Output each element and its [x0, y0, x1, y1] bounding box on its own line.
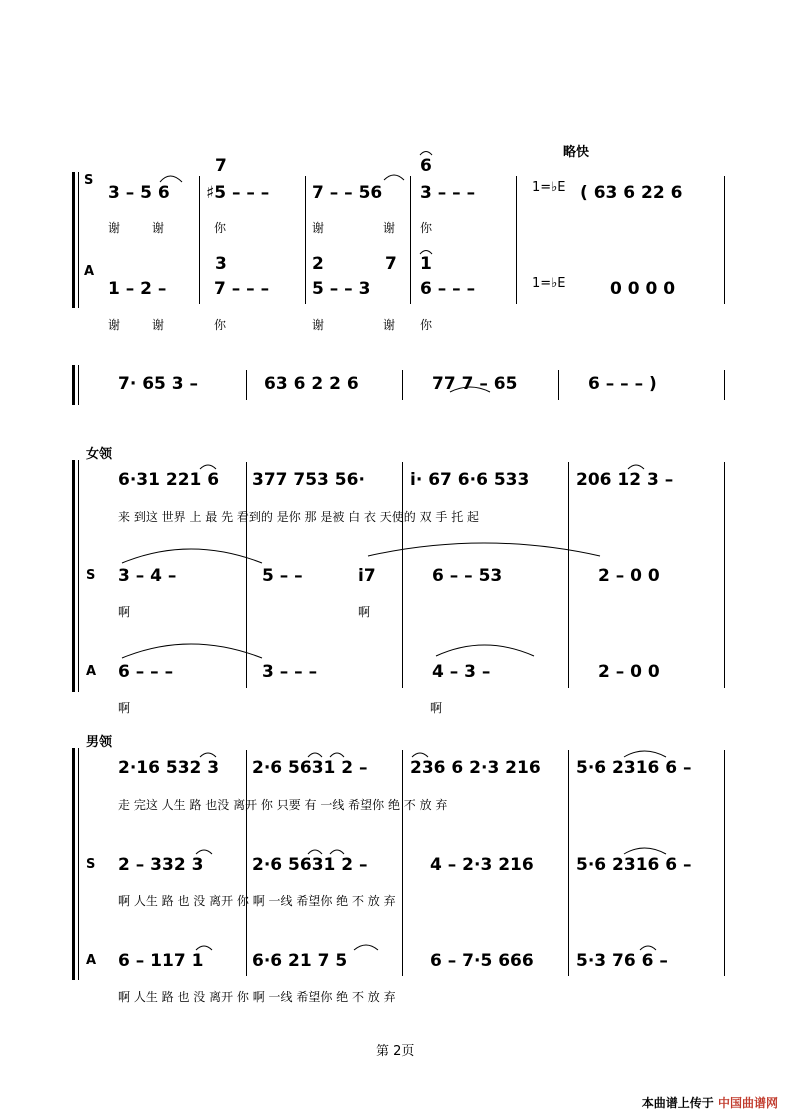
slur	[368, 543, 600, 556]
slur	[628, 465, 644, 469]
chord-note: 7	[215, 156, 227, 176]
slur	[450, 387, 490, 392]
site-logo[interactable]: 中国曲谱网	[717, 1096, 778, 1110]
lead-measure: 377 753 56·	[252, 470, 365, 490]
lead-measure: 2·6 5631 2 –	[252, 758, 368, 778]
lyric: 你	[214, 318, 227, 332]
s-measure: 3 – 5 6	[108, 183, 170, 203]
lyric: 谢	[312, 318, 325, 332]
slur	[122, 644, 262, 658]
chord-note: 3	[215, 254, 227, 274]
measure: 6 – – – )	[588, 374, 657, 394]
lyric: 啊	[118, 701, 131, 715]
voice-label-a: A	[84, 264, 95, 279]
slur	[196, 850, 212, 854]
measure: 63 6 2 2 6	[264, 374, 359, 394]
s-lyrics: 啊 人生 路 也 没 离开 你 啊 一线 希望你 绝 不 放 弃	[118, 894, 396, 908]
chord-note: 2	[312, 254, 324, 274]
a-measure: 4 – 3 –	[432, 662, 491, 682]
measure: 7· 65 3 –	[118, 374, 199, 394]
voice-label-s: S	[86, 568, 96, 583]
measure: 77 7 – 65	[432, 374, 518, 394]
slur	[122, 549, 262, 563]
slur	[384, 175, 404, 180]
s-measure: 5·6 2316 6 –	[576, 855, 692, 875]
slur	[412, 753, 428, 757]
slur	[200, 465, 216, 469]
a-measure: 6 – – –	[420, 279, 476, 299]
lyric: 谢	[152, 318, 165, 332]
a-measure: 2 – 0 0	[598, 662, 660, 682]
lead-measure: 2·16 532 3	[118, 758, 220, 778]
slur	[436, 645, 534, 656]
voice-label-s: S	[86, 857, 96, 872]
voice-label-a: A	[86, 953, 97, 968]
s-measure: i7	[358, 566, 376, 586]
lyric: 谢	[383, 221, 396, 235]
section-title: 男领	[86, 735, 113, 750]
s-measure: 4 – 2·3 216	[430, 855, 534, 875]
a-measure: 3 – – –	[262, 662, 318, 682]
s-measure: ♯5 – – –	[206, 183, 270, 203]
a-measure: 1 – 2 –	[108, 279, 167, 299]
s-measure: 2 – 0 0	[598, 566, 660, 586]
a-measure: 5·3 76 6 –	[576, 951, 668, 971]
s-measure: 2 – 332 3	[118, 855, 204, 875]
page-number: 第 2页	[376, 1044, 415, 1059]
lead-measure: 6·31 221 6	[118, 470, 220, 490]
a-measure: 6 – 7·5 666	[430, 951, 534, 971]
footer-text: 本曲谱上传于	[641, 1096, 714, 1110]
s-measure: 3 – 4 –	[118, 566, 177, 586]
lead-lyrics: 走 完这 人生 路 也没 离开 你 只要 有 一线 希望你 绝 不 放 弃	[118, 798, 448, 812]
slur	[200, 753, 216, 757]
intro-s: ( 63 6 22 6	[580, 183, 683, 203]
voice-label-s: S	[84, 173, 94, 188]
lyric: 啊	[118, 605, 131, 619]
slur	[624, 751, 666, 757]
s-measure: 3 – – –	[420, 183, 476, 203]
chord-note: 6	[420, 156, 432, 176]
lead-measure: i· 67 6·6 533	[410, 470, 530, 490]
lead-measure: 5·6 2316 6 –	[576, 758, 692, 778]
lyric: 你	[420, 318, 433, 332]
s-measure: 6 – – 53	[432, 566, 503, 586]
s-measure: 5 – –	[262, 566, 303, 586]
lead-measure: 206 12 3 –	[576, 470, 674, 490]
lyric: 谢	[108, 318, 121, 332]
slur	[308, 850, 322, 854]
lyric: 谢	[383, 318, 396, 332]
lyric: 谢	[312, 221, 325, 235]
lead-lyrics: 来 到这 世界 上 最 先 看到的 是你 那 是被 白 衣 天使的 双 手 托 起	[118, 510, 480, 524]
key-signature: 1=♭E	[532, 276, 566, 291]
key-signature: 1=♭E	[532, 180, 566, 195]
slur	[354, 945, 378, 950]
slur	[196, 946, 212, 950]
a-measure: 5 – – 3	[312, 279, 371, 299]
slur	[308, 753, 322, 757]
section-title: 女领	[86, 447, 113, 462]
a-measure: 6·6 21 7 5	[252, 951, 348, 971]
a-measure: 6 – 117 1	[118, 951, 204, 971]
a-measure: 7 – – –	[214, 279, 270, 299]
a-measure: 6 – – –	[118, 662, 174, 682]
fermata	[420, 251, 432, 255]
s-measure: 2·6 5631 2 –	[252, 855, 368, 875]
a-lyrics: 啊 人生 路 也 没 离开 你 啊 一线 希望你 绝 不 放 弃	[118, 990, 396, 1004]
lyric: 啊	[430, 701, 443, 715]
chord-note: 7	[385, 254, 397, 274]
lyric: 谢	[152, 221, 165, 235]
s-measure: 7 – – 56	[312, 183, 383, 203]
slur	[624, 848, 666, 854]
slur	[160, 176, 182, 182]
slur	[330, 850, 344, 854]
lyric: 啊	[358, 605, 371, 619]
voice-label-a: A	[86, 664, 97, 679]
slur	[330, 753, 344, 757]
lyric: 你	[214, 221, 227, 235]
lyric: 你	[420, 221, 433, 235]
chord-note: 1	[420, 254, 432, 274]
tempo-marking: 略快	[563, 145, 590, 160]
lead-measure: 236 6 2·3 216	[410, 758, 541, 778]
intro-a: 0 0 0 0	[610, 279, 676, 299]
fermata	[420, 152, 432, 156]
footer-credit	[642, 1094, 778, 1111]
lyric: 谢	[108, 221, 121, 235]
slur	[640, 946, 656, 950]
